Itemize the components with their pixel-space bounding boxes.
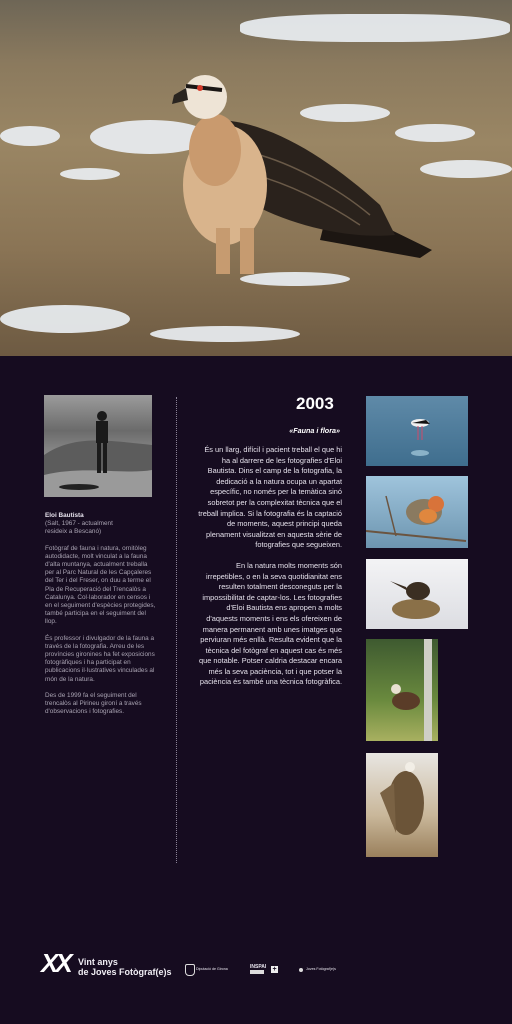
photographer-bio [45, 512, 157, 724]
photographer-origin-line2: resideix a Bescanó) [45, 528, 102, 536]
photographer-origin-line1: (Salt, 1967 - actualment [45, 520, 113, 528]
inspai-mark-icon [250, 970, 264, 974]
xx-logo-mark: XX [41, 948, 70, 978]
bio-paragraph: Fotògraf de fauna i natura, ornitòleg autodidacte, molt vinculat a la fauna d'alta muntanya, actualment treballa per al Parc Natural de les Capçaleres del Ter i del Freser, on duu a terme el Pla de Recuperació del Trencalòs a Catalunya. Col·laborador en censos i en el seguiment d'espècies protegides, també participa en el seguiment del llop. [45, 544, 156, 626]
sponsor-joves: Joves Fotògraf(e)s [306, 967, 336, 971]
thumbnail-vultures [366, 753, 438, 857]
vulture-illustration [0, 0, 512, 356]
main-text [196, 445, 342, 698]
sponsor-inspai: INSPAI [250, 964, 267, 970]
footer-title-line2: de Joves Fotògraf(e)s [78, 967, 172, 977]
jf-dot-icon [299, 968, 303, 972]
dotted-divider [176, 397, 177, 863]
bio-paragraph: És professor i divulgador de la fauna a través de la fotografia. Arreu de les províncies gironines ha fet exposicions fotogràfiques i ha participat en publicacions il·lustratives vinculades al món de la natura. [45, 634, 155, 683]
hero-photo [0, 0, 512, 356]
diputacio-emblem-icon [185, 964, 195, 976]
thumbnail-stilt [366, 396, 468, 466]
photographer-photo [44, 395, 152, 497]
year-heading: 2003 [296, 394, 334, 413]
thumbnail-eagle [366, 559, 468, 629]
main-paragraph: És un llarg, difícil i pacient treball el que hi ha al darrere de les fotografies d'Eloi Bautista. Dins el camp de la fotografia, la dedicació a la natura ocupa un apartat específic, no només per la temàtica sinó sobretot per la complexitat tècnica que el treball implica. Si la fotografia és la captació de moments, aquest principi queda plenament visualitzat en aquesta sèrie de fotografies que segueixen. [198, 445, 342, 550]
sponsor-diputacio: Diputació de Girona [196, 967, 228, 971]
bio-paragraph: Des de 1999 fa el seguiment del trencalòs al Pirineu gironí a través d'observacions i fotografies. [45, 691, 142, 716]
thumbnail-chamois [366, 639, 438, 741]
photographer-name: Eloi Bautista [45, 512, 84, 519]
plus-icon: + [272, 966, 277, 973]
footer-title-line1: Vint anys [78, 957, 118, 967]
series-subtitle: «Fauna i flora» [289, 426, 340, 435]
main-paragraph: En la natura molts moments són irrepetibles, o en la seva quotidianitat ens resulten totalment desconeguts per la impossibilitat de captar-los. Les fotografies d'Eloi Bautista ens apropen a molts d'aquests moments i ens els ofereixen de manera permanent amb unes imatges que perviuran més enllà. Resulta evident que la tècnica del fotògraf en aquest cas és més que notable. Potser caldria destacar encara més la seva paciència, tot i que potser la paciència és també una tècnica fotogràfica. [199, 560, 342, 687]
thumbnail-robin [366, 476, 468, 548]
footer-title [78, 957, 172, 977]
xx-logo [41, 948, 70, 979]
